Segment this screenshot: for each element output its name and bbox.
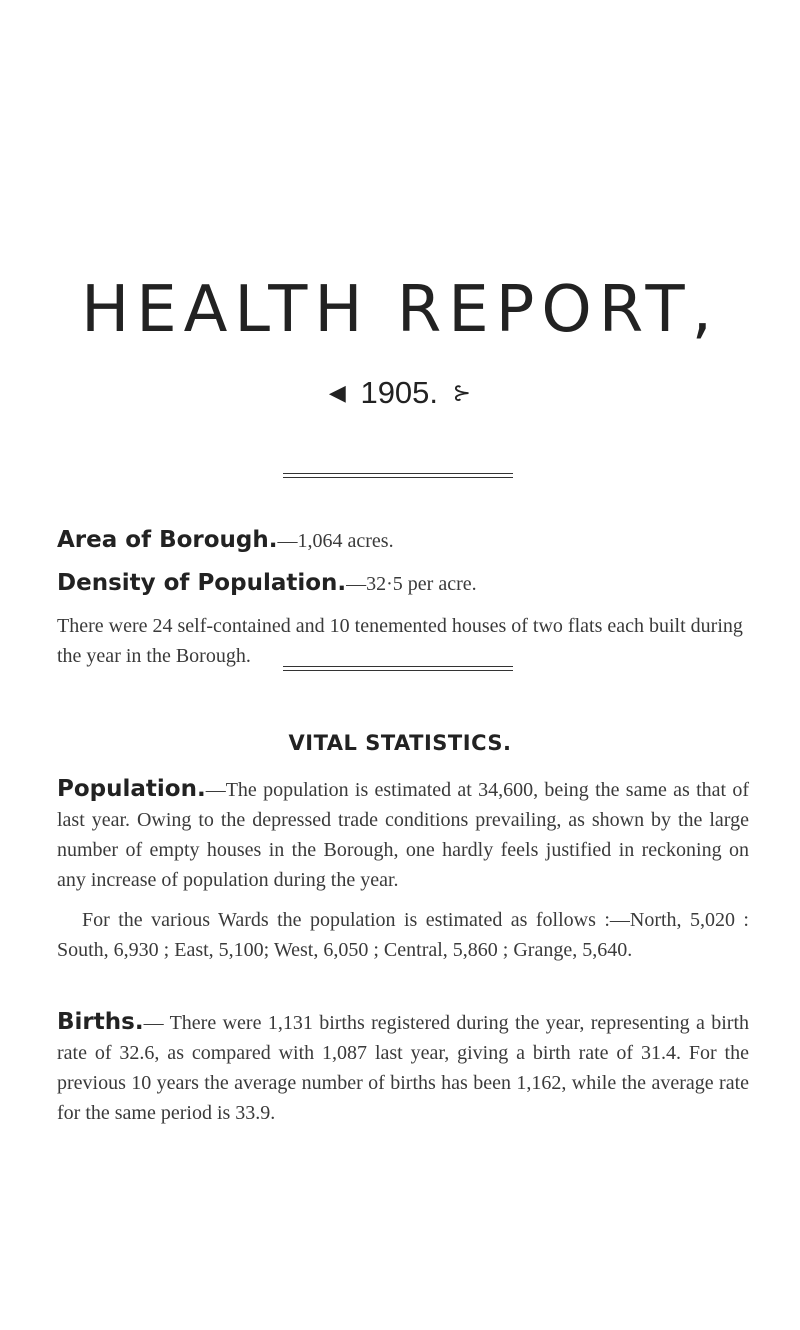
report-title: HEALTH REPORT, [81,273,719,347]
right-ornament-icon: ⊱ [452,380,472,405]
wards-paragraph: For the various Wards the population is estimated as follows :—North, 5,020 : South, 6,930 ; East, 5,100; West, 6,050 ; Central, 5,860 ; Grange, 5,640. [57,909,749,961]
area-paragraph [57,525,749,556]
density-text: —32·5 per acre. [346,573,477,595]
births-heading: Births. [57,1009,144,1035]
density-heading: Density of Population. [57,570,347,596]
density-paragraph [57,568,749,599]
report-year-line [0,377,800,408]
population-heading: Population. [57,776,206,802]
births-paragraph [57,1007,749,1128]
report-year: 1905. [360,375,439,410]
houses-paragraph: There were 24 self-contained and 10 tenemented houses of two flats each built during the year in the Borough. [57,615,743,667]
double-rule-divider [283,473,513,478]
vital-statistics-heading: VITAL STATISTICS. [288,731,512,755]
area-heading: Area of Borough. [57,527,278,553]
births-text: — There were 1,131 births registered during the year, representing a birth rate of 32.6, as compared with 1,087 last year, giving a birth rate of 31.4. For the previous 10 years the average number of births has been 1,162, while the average rate for the same period is 33.9. [57,1012,749,1124]
left-ornament-icon: ◀ [328,380,346,405]
double-rule-divider [283,666,513,671]
area-text: —1,064 acres. [277,530,394,552]
population-text: —The population is estimated at 34,600, being the same as that of last year. Owing to the depressed trade conditions prevailing, as shown by the large number of empty houses in the Borough, one hardly feels justified in reckoning on any increase of population during the year. [57,779,749,891]
population-paragraph [57,774,749,895]
